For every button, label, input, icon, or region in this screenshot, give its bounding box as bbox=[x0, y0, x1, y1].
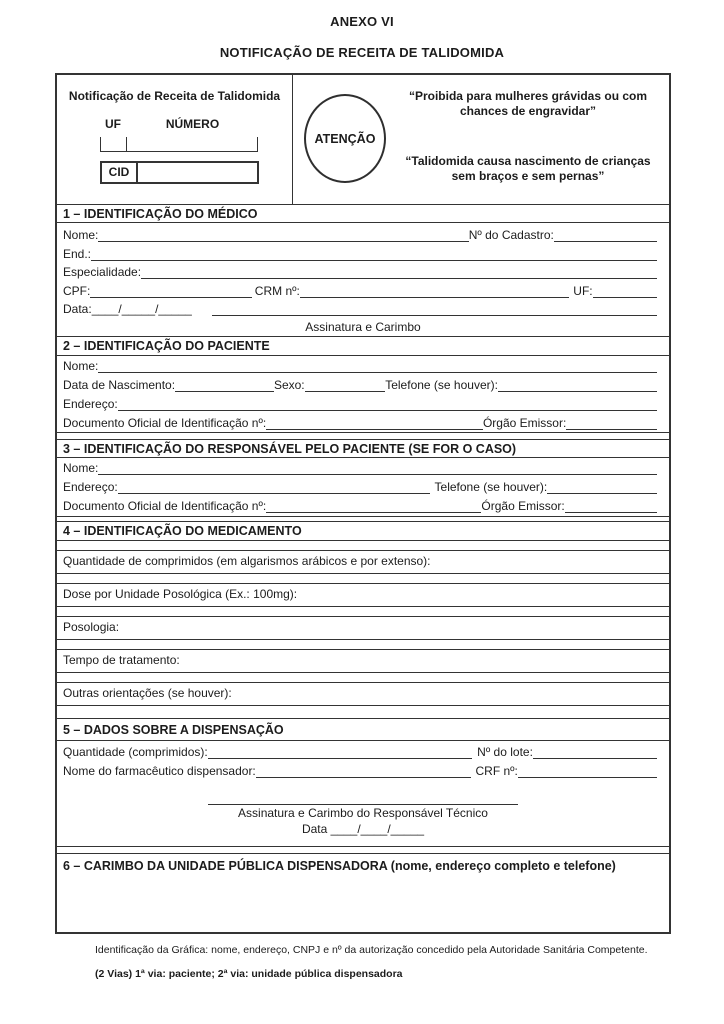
notification-box-title: Notificação de Receita de Talidomida bbox=[68, 89, 281, 103]
uf-numero-field bbox=[100, 137, 258, 152]
medico-cpf-writein-line bbox=[90, 282, 251, 298]
medico-data-slots: ____/_____/_____ bbox=[91, 302, 192, 317]
dispensacao-quantidade-label: Quantidade (comprimidos): bbox=[63, 745, 208, 759]
medico-especialidade-writein-line bbox=[141, 263, 657, 279]
responsavel-orgao-writein-line bbox=[565, 497, 657, 513]
medicamento-posologia-row: Posologia: bbox=[57, 616, 669, 639]
paciente-orgao-label: Órgão Emissor: bbox=[482, 416, 567, 430]
medico-endereco-writein-line bbox=[91, 245, 657, 261]
cid-box bbox=[100, 161, 259, 184]
cid-label: CID bbox=[102, 163, 138, 182]
responsavel-tecnico-assinatura-caption: Assinatura e Carimbo do Responsável Técnico bbox=[238, 806, 488, 820]
field-row-responsavel-documento bbox=[57, 497, 669, 516]
medico-cpf-label: CPF: bbox=[63, 283, 91, 298]
blank-row bbox=[57, 672, 669, 682]
footer-grafica-note: Identificação da Gráfica: nome, endereço, CNPJ e nº da autorização concedido pela Autoridade Sanitária Competente. bbox=[95, 944, 648, 956]
medico-assinatura-caption: Assinatura e Carimbo bbox=[305, 319, 421, 334]
medico-crm-label: CRM nº: bbox=[254, 283, 300, 298]
section-spacer bbox=[57, 432, 669, 439]
section-5-content bbox=[57, 740, 669, 846]
responsavel-documento-label: Documento Oficial de Identificação nº: bbox=[63, 499, 267, 513]
medico-nome-writein-line bbox=[98, 226, 468, 242]
responsavel-orgao-label: Órgão Emissor: bbox=[481, 499, 565, 513]
field-row-paciente-endereco bbox=[57, 395, 669, 414]
warning-pregnancy: “Proibida para mulheres grávidas ou com chances de engravidar” bbox=[408, 89, 648, 118]
section-spacer bbox=[57, 846, 669, 853]
section-4-header: 4 – IDENTIFICAÇÃO DO MEDICAMENTO bbox=[57, 521, 669, 540]
medico-especialidade-label: Especialidade: bbox=[63, 265, 142, 280]
blank-row bbox=[57, 705, 669, 718]
dispensacao-farmaceutico-writein-line bbox=[256, 762, 471, 778]
section-1-header: 1 – IDENTIFICAÇÃO DO MÉDICO bbox=[57, 204, 669, 222]
responsavel-telefone-writein-line bbox=[547, 478, 657, 494]
cid-field bbox=[138, 163, 257, 182]
dispensacao-lote-label: Nº do lote: bbox=[477, 745, 533, 759]
attention-label: ATENÇÃO bbox=[314, 131, 376, 146]
header-panel bbox=[57, 75, 669, 204]
field-row-paciente-nascimento-sexo-telefone bbox=[57, 376, 669, 395]
responsavel-nome-writein-line bbox=[98, 459, 657, 475]
numero-label: NÚMERO bbox=[165, 117, 220, 131]
medico-uf-writein-line bbox=[593, 282, 657, 298]
dispensacao-lote-writein-line bbox=[533, 743, 657, 759]
dispensacao-data-line: Data ____/____/_____ bbox=[301, 822, 425, 836]
medico-cadastro-writein-line bbox=[554, 226, 657, 242]
paciente-orgao-writein-line bbox=[566, 414, 657, 430]
medicamento-tempo-row: Tempo de tratamento: bbox=[57, 649, 669, 672]
warning-birth: “Talidomida causa nascimento de crianças sem braços e sem pernas” bbox=[405, 154, 651, 183]
paciente-telefone-label: Telefone (se houver): bbox=[385, 378, 498, 392]
paciente-sexo-writein-line bbox=[305, 376, 386, 392]
paciente-endereco-label: Endereço: bbox=[63, 397, 118, 411]
field-row-medico-especialidade bbox=[57, 263, 669, 282]
field-row-responsavel-nome bbox=[57, 459, 669, 478]
annex-title: ANEXO VI bbox=[330, 14, 394, 29]
dispensacao-crf-label: CRF nº: bbox=[475, 764, 518, 778]
header-right-panel bbox=[293, 75, 669, 204]
header-left-panel bbox=[57, 75, 293, 204]
medico-nome-label: Nome: bbox=[63, 228, 99, 242]
section-6-carimbo-box: 6 – CARIMBO DA UNIDADE PÚBLICA DISPENSADORA (nome, endereço completo e telefone) bbox=[57, 853, 669, 932]
medico-uf-label: UF: bbox=[573, 283, 593, 298]
responsavel-endereco-label: Endereço: bbox=[63, 480, 118, 494]
field-gap bbox=[192, 300, 212, 315]
responsavel-nome-label: Nome: bbox=[63, 461, 99, 475]
field-row-paciente-documento bbox=[57, 414, 669, 432]
blank-row bbox=[57, 606, 669, 616]
form-title: NOTIFICAÇÃO DE RECEITA DE TALIDOMIDA bbox=[219, 45, 505, 60]
medico-endereco-label: End.: bbox=[63, 246, 92, 261]
paciente-endereco-writein-line bbox=[118, 395, 657, 411]
paciente-sexo-label: Sexo: bbox=[273, 378, 305, 392]
section-3-header: 3 – IDENTIFICAÇÃO DO RESPONSÁVEL PELO PACIENTE (SE FOR O CASO) bbox=[57, 439, 669, 457]
section-2-content bbox=[57, 355, 669, 432]
field-row-dispensacao-quantidade-lote bbox=[57, 743, 669, 762]
medicamento-orientacoes-row: Outras orientações (se houver): bbox=[57, 682, 669, 705]
field-row-medico-nome bbox=[57, 226, 669, 245]
section-5-header: 5 – DADOS SOBRE A DISPENSAÇÃO bbox=[57, 718, 669, 740]
field-row-paciente-nome bbox=[57, 357, 669, 376]
paciente-documento-writein-line bbox=[266, 414, 483, 430]
section-3-content bbox=[57, 457, 669, 516]
field-row-dispensacao-farmaceutico-crf bbox=[57, 762, 669, 781]
blank-row bbox=[57, 540, 669, 550]
paciente-nascimento-label: Data de Nascimento: bbox=[63, 378, 176, 392]
uf-label: UF bbox=[105, 117, 121, 131]
responsavel-documento-writein-line bbox=[266, 497, 481, 513]
paciente-telefone-writein-line bbox=[498, 376, 657, 392]
attention-circle bbox=[304, 94, 386, 183]
paciente-documento-label: Documento Oficial de Identificação nº: bbox=[63, 416, 267, 430]
field-row-medico-cpf-crm-uf bbox=[57, 282, 669, 301]
medico-assinatura-writein-line bbox=[212, 300, 657, 316]
dispensacao-farmaceutico-label: Nome do farmacêutico dispensador: bbox=[63, 764, 256, 778]
responsavel-tecnico-assinatura-writein-line bbox=[208, 781, 518, 805]
dispensacao-crf-writein-line bbox=[518, 762, 657, 778]
field-row-responsavel-endereco-telefone bbox=[57, 478, 669, 497]
medicamento-quantidade-row: Quantidade de comprimidos (em algarismos arábicos e por extenso): bbox=[57, 550, 669, 573]
paciente-nascimento-writein-line bbox=[175, 376, 274, 392]
blank-row bbox=[57, 639, 669, 649]
blank-row bbox=[57, 573, 669, 583]
dispensacao-quantidade-writein-line bbox=[208, 743, 472, 759]
medico-crm-writein-line bbox=[300, 282, 569, 298]
section-2-header: 2 – IDENTIFICAÇÃO DO PACIENTE bbox=[57, 336, 669, 355]
responsavel-endereco-writein-line bbox=[118, 478, 430, 494]
responsavel-telefone-label: Telefone (se houver): bbox=[434, 480, 548, 494]
paciente-nome-label: Nome: bbox=[63, 359, 99, 373]
footer-vias-note: (2 Vias) 1ª via: paciente; 2ª via: unidade pública dispensadora bbox=[95, 968, 403, 980]
section-1-content bbox=[57, 222, 669, 336]
medicamento-dose-row: Dose por Unidade Posológica (Ex.: 100mg): bbox=[57, 583, 669, 606]
form-box bbox=[55, 73, 671, 934]
medico-data-label: Data: bbox=[63, 302, 92, 317]
uf-numero-divider bbox=[126, 137, 127, 151]
field-row-medico-endereco bbox=[57, 245, 669, 264]
medico-cadastro-label: Nº do Cadastro: bbox=[468, 228, 554, 242]
paciente-nome-writein-line bbox=[98, 357, 657, 373]
field-row-medico-data-assinatura bbox=[57, 300, 669, 319]
